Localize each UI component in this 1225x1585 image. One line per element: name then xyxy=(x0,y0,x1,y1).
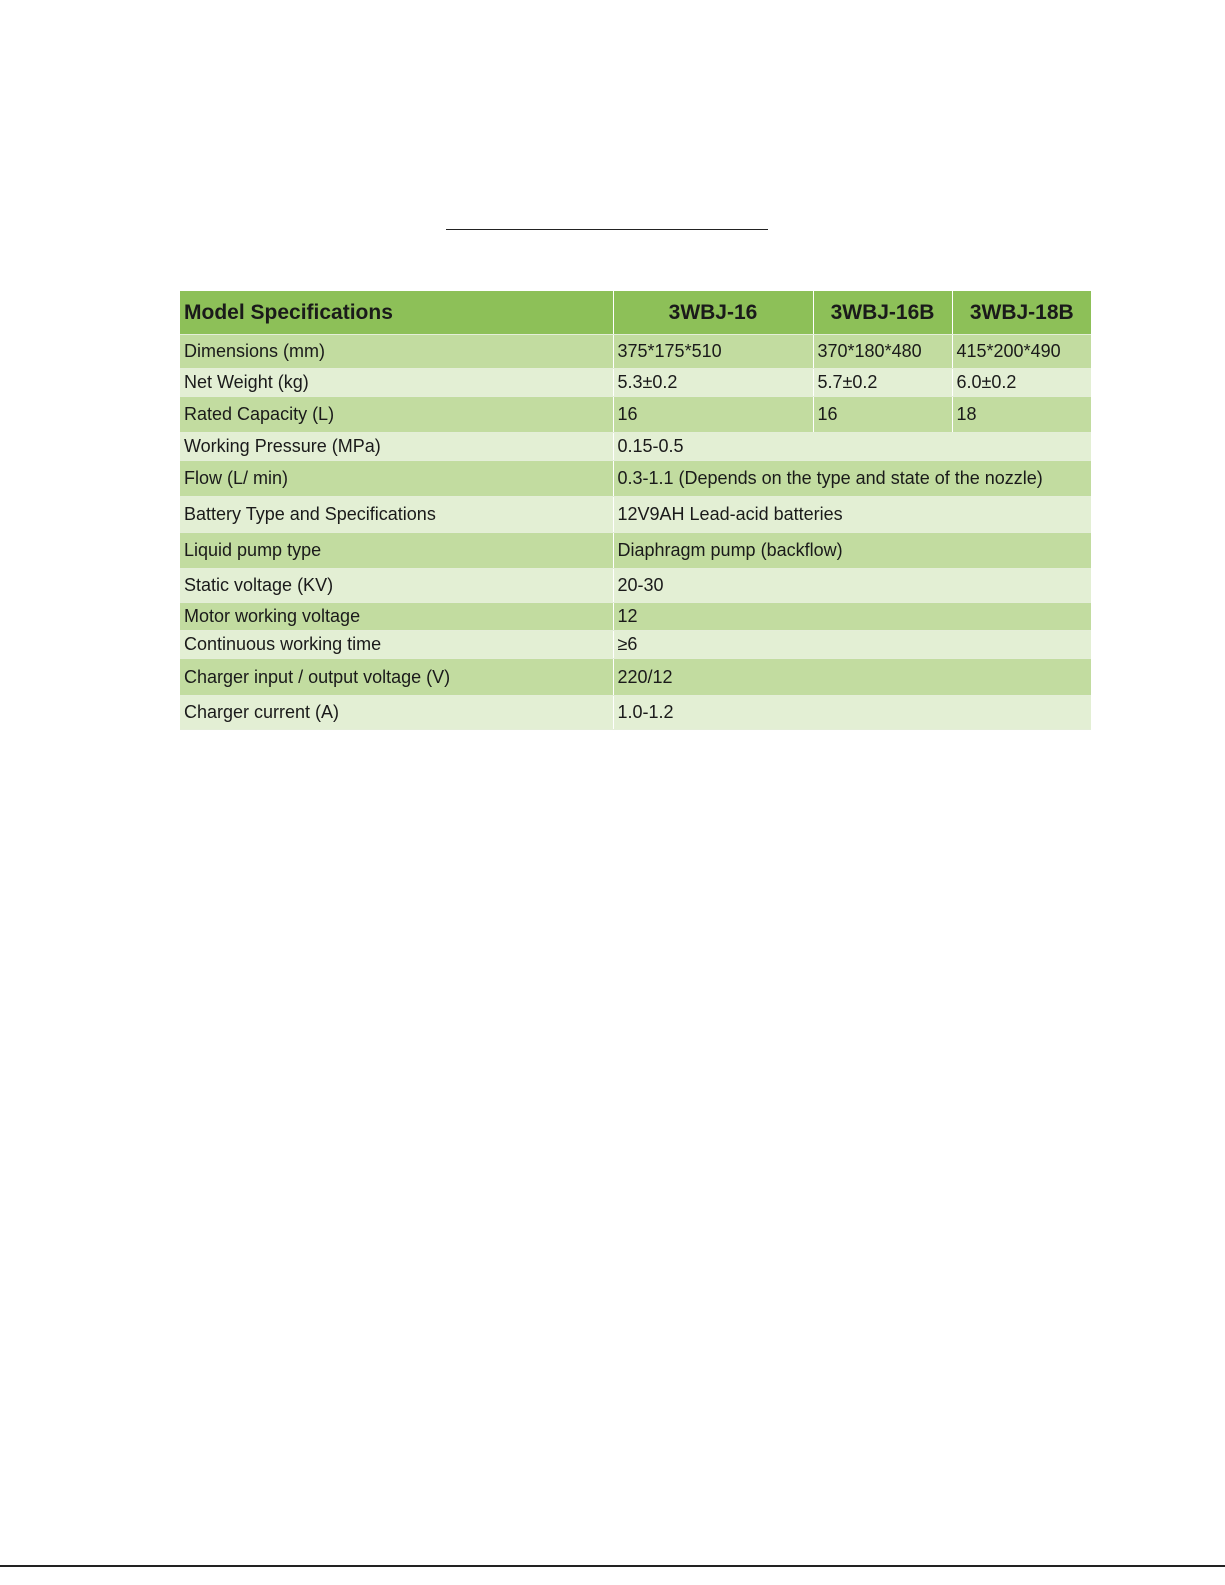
title-underline xyxy=(446,229,768,230)
table-row xyxy=(180,433,1091,461)
table-row xyxy=(180,497,1091,533)
row-value: 16 xyxy=(613,397,813,433)
row-value: Diaphragm pump (backflow) xyxy=(613,533,1091,569)
row-label: Motor working voltage xyxy=(180,603,613,631)
row-value: 16 xyxy=(813,397,952,433)
row-label: Battery Type and Specifications xyxy=(180,497,613,533)
table-row xyxy=(180,533,1091,569)
row-value: 20-30 xyxy=(613,569,1091,603)
table-header-row xyxy=(180,291,1091,335)
table-row xyxy=(180,603,1091,631)
row-value: 375*175*510 xyxy=(613,335,813,369)
row-value: 12V9AH Lead-acid batteries xyxy=(613,497,1091,533)
header-cell-label: Model Specifications xyxy=(180,291,613,335)
row-value: 415*200*490 xyxy=(952,335,1091,369)
row-label: Net Weight (kg) xyxy=(180,369,613,397)
table-row xyxy=(180,696,1091,730)
row-value: 220/12 xyxy=(613,659,1091,696)
header-cell-model: 3WBJ-18B xyxy=(952,291,1091,335)
row-value: 0.3-1.1 (Depends on the type and state of the nozzle) xyxy=(613,461,1091,497)
row-value: 1.0-1.2 xyxy=(613,696,1091,730)
row-label: Rated Capacity (L) xyxy=(180,397,613,433)
row-value: 370*180*480 xyxy=(813,335,952,369)
row-label: Static voltage (KV) xyxy=(180,569,613,603)
row-value: 12 xyxy=(613,603,1091,631)
row-label: Charger input / output voltage (V) xyxy=(180,659,613,696)
row-value: 5.7±0.2 xyxy=(813,369,952,397)
table-row xyxy=(180,659,1091,696)
row-value: 18 xyxy=(952,397,1091,433)
row-label: Dimensions (mm) xyxy=(180,335,613,369)
row-label: Continuous working time xyxy=(180,631,613,659)
row-value: 6.0±0.2 xyxy=(952,369,1091,397)
row-label: Charger current (A) xyxy=(180,696,613,730)
table-row xyxy=(180,397,1091,433)
row-value: ≥6 xyxy=(613,631,1091,659)
header-cell-model: 3WBJ-16 xyxy=(613,291,813,335)
header-cell-model: 3WBJ-16B xyxy=(813,291,952,335)
row-label: Flow (L/ min) xyxy=(180,461,613,497)
table-row xyxy=(180,335,1091,369)
table-row xyxy=(180,569,1091,603)
spec-table xyxy=(180,291,1091,730)
table-row xyxy=(180,369,1091,397)
row-value: 0.15-0.5 xyxy=(613,433,1091,461)
row-label: Liquid pump type xyxy=(180,533,613,569)
table-row xyxy=(180,631,1091,659)
page-bottom-rule xyxy=(0,1565,1225,1567)
table-row xyxy=(180,461,1091,497)
row-label: Working Pressure (MPa) xyxy=(180,433,613,461)
row-value: 5.3±0.2 xyxy=(613,369,813,397)
